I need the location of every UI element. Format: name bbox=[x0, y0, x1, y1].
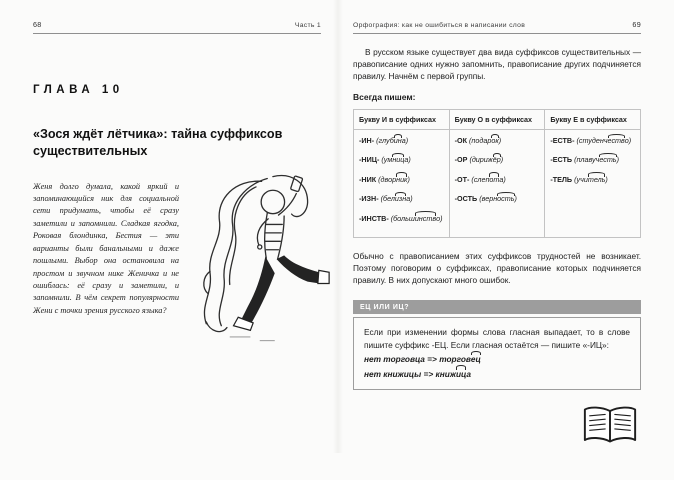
suffix-table-header: Букву О в суффиксах bbox=[449, 110, 545, 130]
left-body bbox=[33, 172, 321, 371]
rule-examples bbox=[364, 353, 630, 380]
left-running-header-text: Часть 1 bbox=[294, 22, 321, 29]
suffix-item: -ОСТЬ (верность) bbox=[454, 194, 517, 204]
suffix-arc: ин bbox=[393, 136, 402, 146]
suffix-item: -ОТ- (слепота) bbox=[454, 174, 506, 184]
suffix-table-header: Букву Е в суффиксах bbox=[545, 110, 641, 130]
suffix-table-cell bbox=[449, 130, 545, 238]
suffix-arc: ость bbox=[497, 194, 515, 204]
middle-paragraph: Обычно с правописанием этих суффиксов трудностей не возникает. Поэтому поговорим о суффиксах, правописание которых подчиняется правилу. В них допускают много ошибок. bbox=[353, 251, 641, 286]
open-book-icon bbox=[581, 404, 639, 448]
rule-example: нет торговца => торговец bbox=[364, 354, 481, 365]
suffix-table-body-row bbox=[354, 130, 641, 238]
rule-example: нет книжицы => книжица bbox=[364, 368, 471, 379]
suffix-arc: ёр bbox=[492, 155, 501, 165]
intro-paragraph: Женя долго думала, какой яркий и запоминающийся ник для социальной сети придумать, чтобы её сразу заметили и запомнили. Сладкая ягодка, Роковая блондинка, Бестия — эти варианты были банальными и даже пошлыми. Выбор она остановила на простом и звучном нике Женичка и не ошиблась: её сразу и заметили, и запомнили. В чём секрет популярности Жени с точки зрения русского языка? bbox=[33, 181, 179, 315]
suffix-table-head-row bbox=[354, 110, 641, 130]
suffix-table bbox=[353, 109, 641, 238]
suffix-item: -НИК (дворник) bbox=[359, 174, 410, 184]
suffix-table-cell bbox=[545, 130, 641, 238]
suffix-item: -ИН- (глубина) bbox=[359, 136, 409, 146]
suffix-item: -ЕСТЬ (плавучесть) bbox=[550, 155, 619, 165]
suffix-arc: ник bbox=[396, 174, 408, 184]
page-gutter bbox=[333, 0, 343, 453]
suffix-item: -НИЦ- (умница) bbox=[359, 155, 411, 165]
suffix-item: -ИНСТВ- (большинство) bbox=[359, 213, 443, 223]
always-write-label: Всегда пишем: bbox=[353, 92, 416, 103]
page-left bbox=[33, 20, 321, 453]
suffix-table-cell bbox=[354, 130, 450, 238]
suffix-item: -ИЗН- (белизна) bbox=[359, 194, 413, 204]
suffix-item: -ОК (подарок) bbox=[454, 136, 502, 146]
right-page-number: 69 bbox=[632, 20, 641, 29]
suffix-item: -ЕСТВ- (студенчество) bbox=[550, 136, 632, 146]
chapter-label: ГЛАВА 10 bbox=[33, 84, 124, 96]
suffix-item: -ТЕЛЬ (учитель) bbox=[550, 174, 608, 184]
suffix-arc: иц bbox=[455, 368, 467, 379]
rule-bar-title: ЕЦ ИЛИ ИЦ? bbox=[353, 300, 641, 314]
suffix-arc: ец bbox=[470, 354, 481, 365]
suffix-table-header: Букву И в суффиксах bbox=[354, 110, 450, 130]
suffix-arc: тель bbox=[587, 174, 606, 184]
left-running-head bbox=[33, 20, 321, 34]
chapter-title: «Зося ждёт лётчика»: тайна суффиксов существительных bbox=[33, 127, 283, 158]
rule-box-text: Если при изменении формы слова гласная выпадает, то в слове пишите суффикс -ЕЦ. Если гласная остаётся — пишите «-ИЦ»: bbox=[364, 327, 630, 350]
right-running-header-text: Орфография: как не ошибиться в написании слов bbox=[353, 22, 526, 29]
suffix-arc: изн bbox=[394, 194, 407, 204]
left-page-number: 68 bbox=[33, 20, 42, 29]
suffix-arc: инств bbox=[414, 213, 437, 223]
right-running-head bbox=[353, 20, 641, 34]
suffix-arc: ок bbox=[491, 136, 499, 146]
suffix-arc: еств bbox=[607, 136, 625, 146]
running-woman-illustration bbox=[181, 156, 331, 366]
page-right bbox=[353, 20, 641, 453]
illustration-wrap bbox=[181, 156, 331, 371]
suffix-arc: есть bbox=[599, 155, 617, 165]
suffix-arc: от bbox=[489, 174, 500, 184]
suffix-item: -ОР (дирижёр) bbox=[454, 155, 504, 165]
suffix-arc: ниц bbox=[392, 155, 405, 165]
right-intro-paragraph: В русском языке существует два вида суффиксов существительных — правописание одних нужно запомнить, правописание других подчиняется правилу. Начнём с первой группы. bbox=[353, 47, 641, 82]
book-icon-row bbox=[353, 404, 641, 453]
rule-box bbox=[353, 317, 641, 390]
